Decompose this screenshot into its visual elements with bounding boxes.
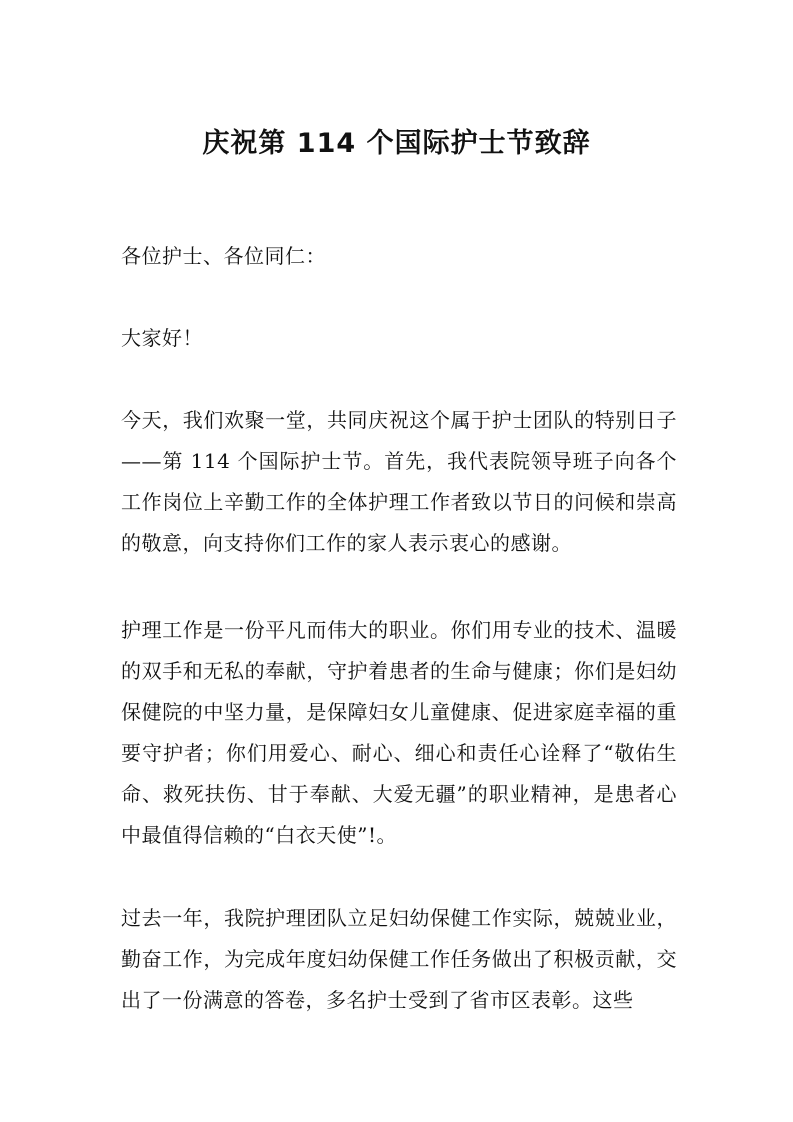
greeting-paragraph: 大家好！ — [121, 326, 203, 350]
opening-paragraph: 今天，我们欢聚一堂，共同庆祝这个属于护士团队的特别日子——第 114 个国际护士节。首先，我代表院领导班子向各个工作岗位上辛勤工作的全体护理工作者致以节日的问候和崇高的敬意，向支持你们工作的家人表示衷心的感谢。 — [121, 408, 677, 555]
past-year-paragraph: 过去一年，我院护理团队立足妇幼保健工作实际，兢兢业业，勤奋工作，为完成年度妇幼保健工作任务做出了积极贡献，交出了一份满意的答卷，多名护士受到了省市区表彰。这些 — [121, 906, 677, 1012]
document-title: 庆祝第 114 个国际护士节致辞 — [202, 128, 591, 159]
salutation-paragraph: 各位护士、各位同仁： — [121, 244, 326, 268]
nursing-profession-paragraph: 护理工作是一份平凡而伟大的职业。你们用专业的技术、温暖的双手和无私的奉献，守护着患者的生命与健康；你们是妇幼保健院的中坚力量，是保障妇女儿童健康、促进家庭幸福的重要守护者；你们用爱心、耐心、细心和责任心诠释了“敬佑生命、救死扶伤、甘于奉献、大爱无疆”的职业精神，是患者心中最值得信赖的“白衣天使”!。 — [121, 618, 677, 847]
